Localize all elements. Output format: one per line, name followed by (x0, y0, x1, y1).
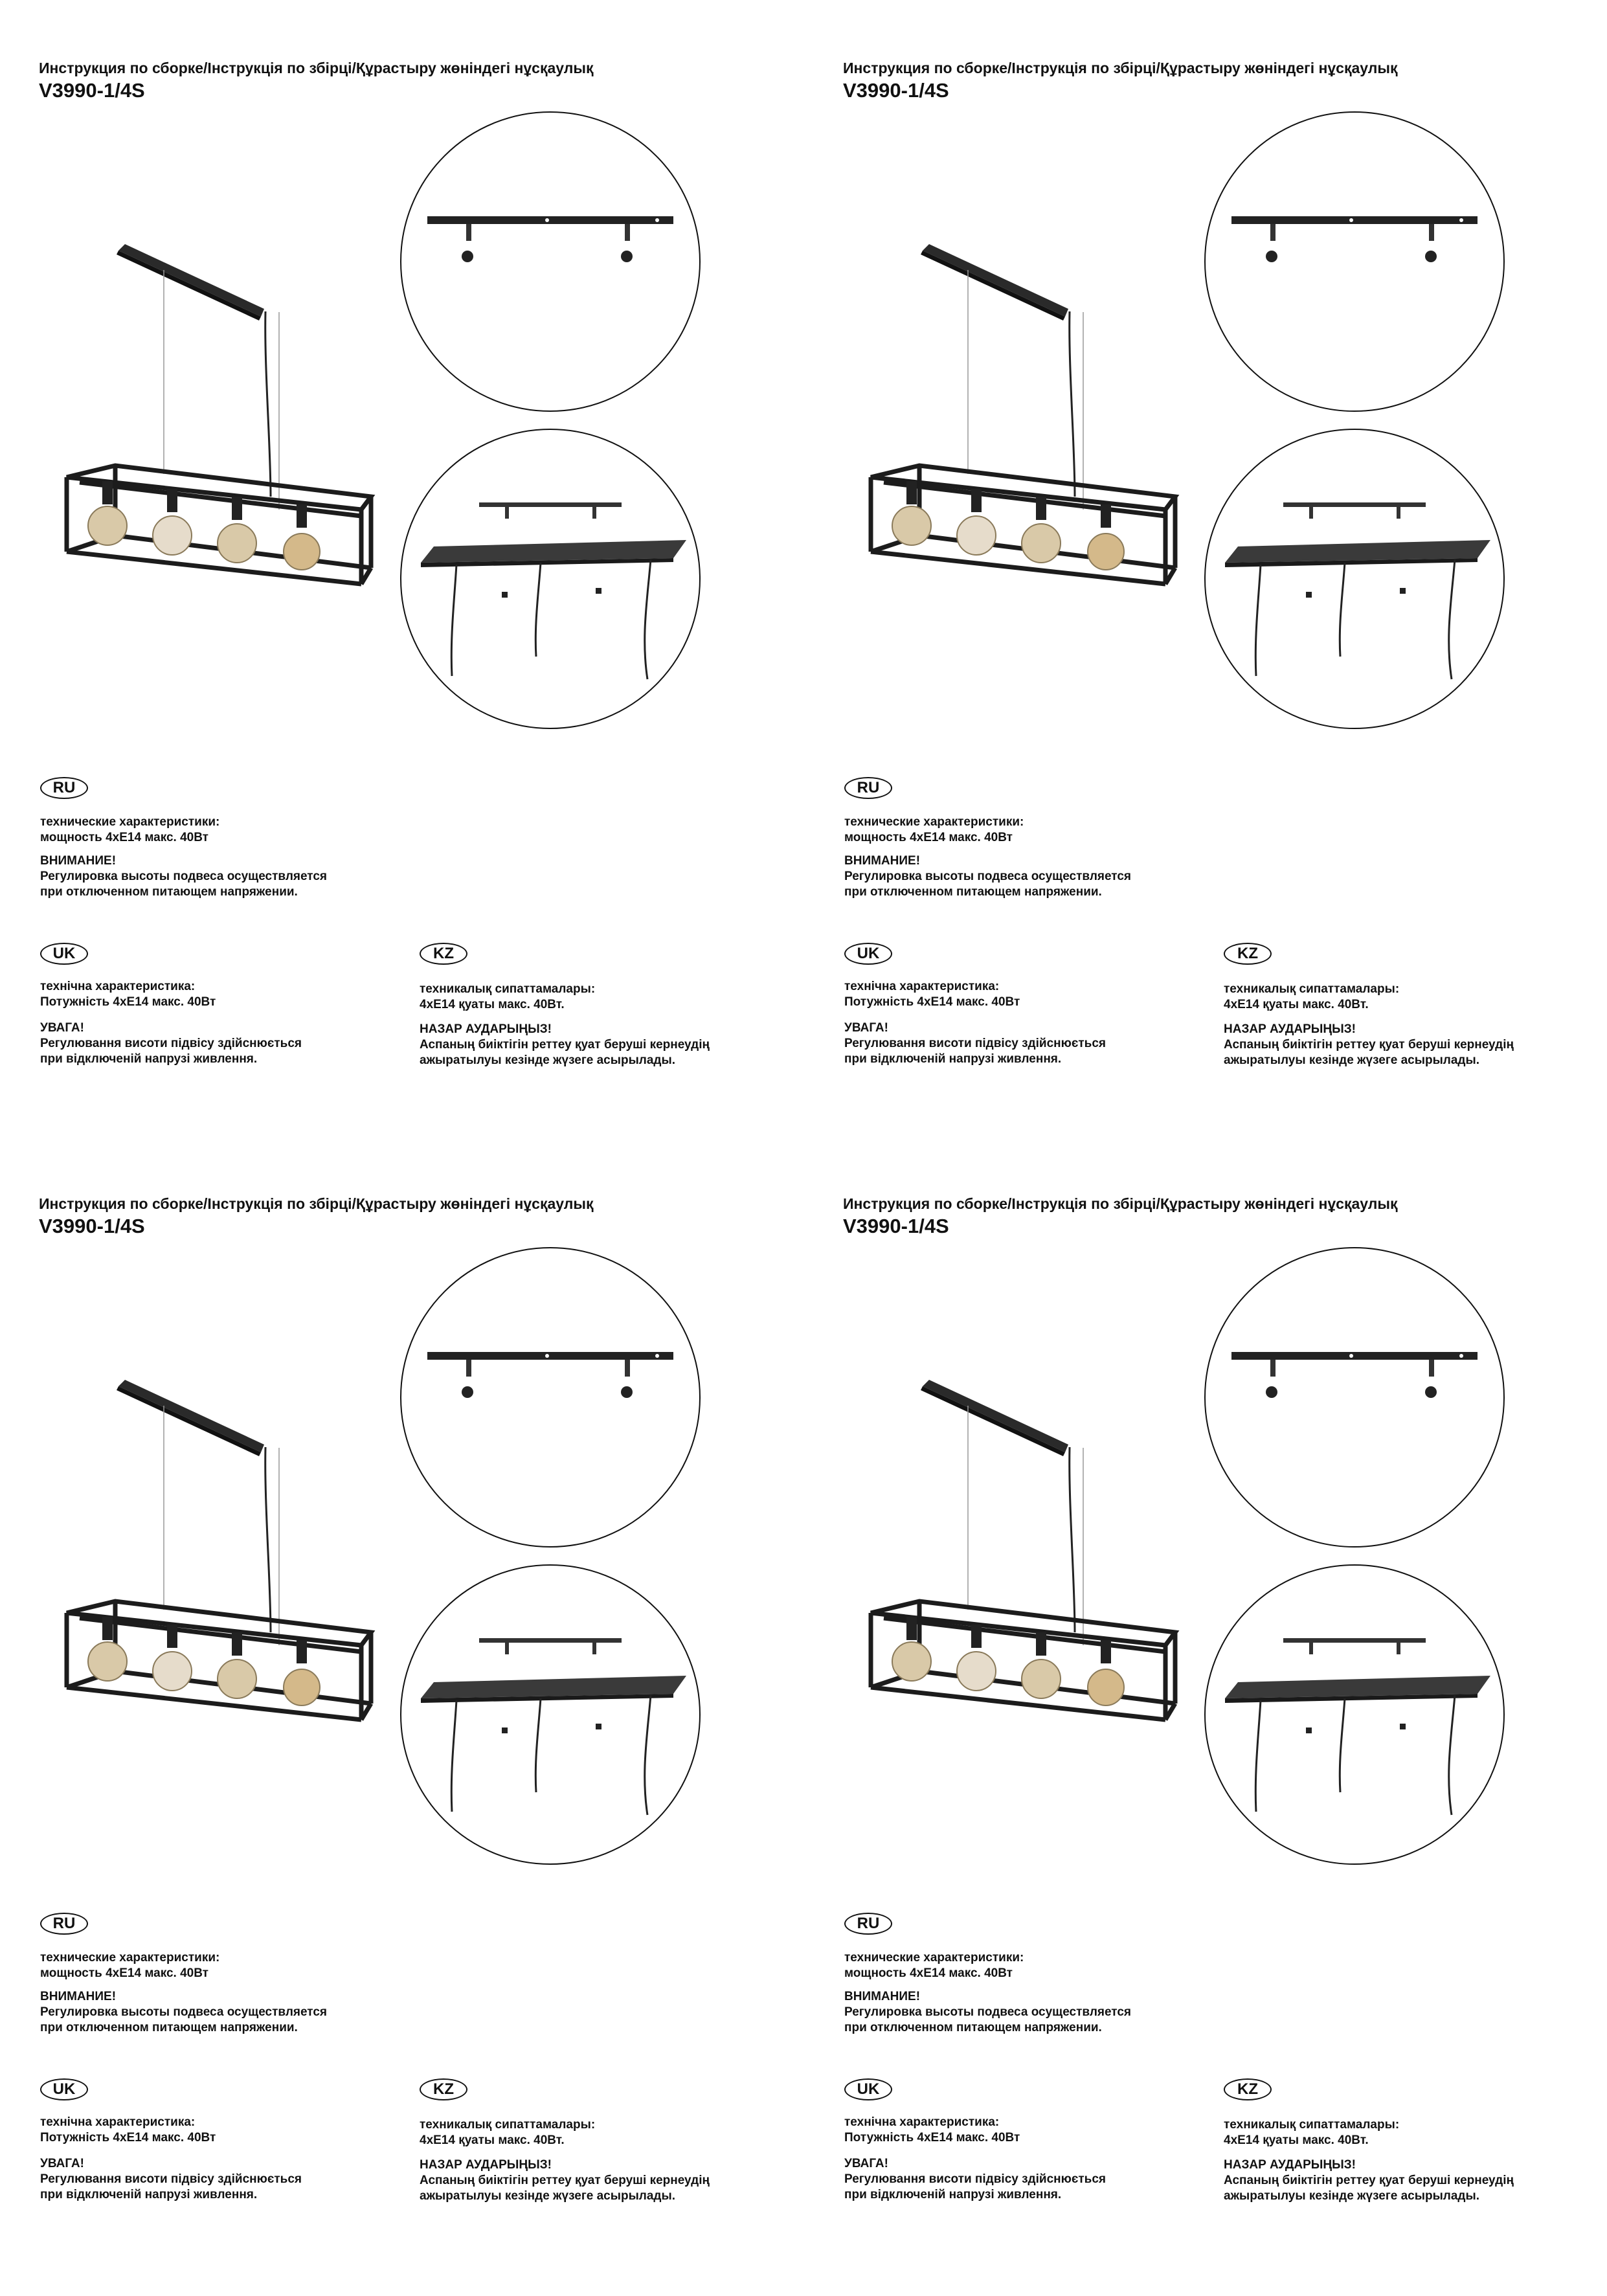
language-badge-ru: RU (844, 1913, 892, 1935)
kz-specs (1224, 982, 1399, 1013)
panel-bottom-left (38, 1195, 802, 2296)
ru-warning-heading: ВНИМАНИЕ! (40, 1990, 117, 2003)
pendant-lamp-illustration (842, 1309, 1214, 1762)
canopy-assembly-detail (400, 429, 701, 729)
kz-warning (1224, 1022, 1514, 1068)
ru-warning-heading: ВНИМАНИЕ! (40, 854, 117, 868)
kz-warning-line: ажыратылуы кезінде жүзеге асырылады. (420, 2189, 675, 2203)
uk-specs (40, 2115, 216, 2146)
ru-spec-heading: технические характеристики: (844, 1951, 1024, 1964)
canopy-assembly-detail (1204, 429, 1505, 729)
ru-warning-line: Регулировка высоты подвеса осуществляется (40, 2005, 328, 2019)
kz-warning-line: Аспаның биіктігін реттеу қуат беруші кернеудің (1224, 2174, 1514, 2187)
uk-warning (40, 2156, 302, 2203)
mounting-bracket-detail (400, 111, 701, 412)
uk-warning-line: Регулювання висоти підвісу здійснюється (40, 2172, 302, 2186)
kz-warning (420, 2157, 710, 2204)
uk-spec-value: Потужність 4хЕ14 макс. 40Вт (844, 995, 1020, 1009)
kz-warning (1224, 2157, 1514, 2204)
uk-specs (844, 2115, 1020, 2146)
uk-warning-heading: УВАГА! (844, 1021, 888, 1035)
kz-spec-value: 4хЕ14 қуаты макс. 40Вт. (1224, 998, 1369, 1011)
ru-warning-heading: ВНИМАНИЕ! (844, 1990, 921, 2003)
uk-warning-line: Регулювання висоти підвісу здійснюється (844, 2172, 1106, 2186)
uk-specs (40, 979, 216, 1010)
uk-warning (40, 1020, 302, 1067)
pendant-lamp-illustration (38, 1309, 410, 1762)
kz-warning-line: Аспаның биіктігін реттеу қуат беруші кернеудің (420, 1038, 710, 1052)
kz-warning-line: ажыратылуы кезінде жүзеге асырылады. (1224, 1053, 1479, 1067)
kz-spec-value: 4хЕ14 қуаты макс. 40Вт. (420, 998, 565, 1011)
ru-spec-value: мощность 4хЕ14 макс. 40Вт (844, 831, 1013, 844)
ru-spec-value: мощность 4хЕ14 макс. 40Вт (844, 1966, 1013, 1980)
uk-specs (844, 979, 1020, 1010)
language-badge-uk: UK (844, 2078, 892, 2100)
language-badge-ru: RU (844, 777, 892, 799)
uk-spec-value: Потужність 4хЕ14 макс. 40Вт (40, 995, 216, 1009)
document-title: Инструкция по сборке/Інструкція по збірці/Құрастыру жөніндегі нұсқаулық (843, 1195, 1398, 1212)
uk-warning-line: при відключеній напрузі живлення. (844, 1052, 1062, 1066)
kz-spec-value: 4хЕ14 қуаты макс. 40Вт. (1224, 2133, 1369, 2147)
ru-warning-heading: ВНИМАНИЕ! (844, 854, 921, 868)
kz-specs (420, 2117, 595, 2148)
uk-warning-line: Регулювання висоти підвісу здійснюється (40, 1037, 302, 1050)
kz-warning-line: ажыратылуы кезінде жүзеге асырылады. (420, 1053, 675, 1067)
ru-spec-value: мощность 4хЕ14 макс. 40Вт (40, 831, 208, 844)
model-number: V3990-1/4S (39, 1215, 145, 1237)
language-badge-uk: UK (40, 2078, 88, 2100)
uk-warning (844, 2156, 1106, 2203)
uk-warning-heading: УВАГА! (40, 2157, 84, 2170)
uk-warning-heading: УВАГА! (844, 2157, 888, 2170)
kz-warning-heading: НАЗАР АУДАРЫҢЫЗ! (1224, 1022, 1356, 1036)
ru-warning-line: при отключенном питающем напряжении. (40, 2021, 298, 2034)
ru-spec-value: мощность 4хЕ14 макс. 40Вт (40, 1966, 208, 1980)
kz-spec-heading: техникалық сипаттамалары: (420, 2118, 596, 2132)
model-number: V3990-1/4S (843, 79, 949, 102)
uk-spec-heading: технічна характеристика: (40, 2115, 196, 2129)
kz-warning-line: Аспаның биіктігін реттеу қуат беруші кернеудің (420, 2174, 710, 2187)
uk-spec-value: Потужність 4хЕ14 макс. 40Вт (40, 2131, 216, 2144)
ru-warning (844, 1989, 1131, 2036)
language-badge-uk: UK (40, 943, 88, 965)
kz-warning (420, 1022, 710, 1068)
language-badge-ru: RU (40, 777, 88, 799)
ru-warning (40, 853, 327, 900)
ru-spec-heading: технические характеристики: (844, 815, 1024, 829)
language-badge-kz: KZ (1224, 2078, 1272, 2100)
pendant-lamp-illustration (38, 173, 410, 626)
ru-warning-line: при отключенном питающем напряжении. (844, 2021, 1102, 2034)
uk-spec-heading: технічна характеристика: (844, 2115, 1000, 2129)
ru-warning-line: Регулировка высоты подвеса осуществляется (844, 870, 1132, 883)
ru-warning (40, 1989, 327, 2036)
kz-spec-heading: техникалық сипаттамалары: (1224, 982, 1400, 996)
ru-warning-line: Регулировка высоты подвеса осуществляется (844, 2005, 1132, 2019)
pendant-lamp-illustration (842, 173, 1214, 626)
ru-warning-line: при отключенном питающем напряжении. (40, 885, 298, 899)
kz-warning-heading: НАЗАР АУДАРЫҢЫЗ! (420, 2158, 552, 2172)
document-title: Инструкция по сборке/Інструкція по збірці/Құрастыру жөніндегі нұсқаулық (843, 60, 1398, 76)
canopy-assembly-detail (400, 1564, 701, 1865)
ru-specs (844, 815, 1024, 846)
language-badge-uk: UK (844, 943, 892, 965)
panel-bottom-right (842, 1195, 1606, 2296)
ru-spec-heading: технические характеристики: (40, 815, 220, 829)
document-title: Инструкция по сборке/Інструкція по збірці/Құрастыру жөніндегі нұсқаулық (39, 1195, 594, 1212)
mounting-bracket-detail (1204, 1247, 1505, 1548)
kz-warning-line: ажыратылуы кезінде жүзеге асырылады. (1224, 2189, 1479, 2203)
kz-spec-heading: техникалық сипаттамалары: (420, 982, 596, 996)
document-title: Инструкция по сборке/Інструкція по збірці/Құрастыру жөніндегі нұсқаулық (39, 60, 594, 76)
ru-specs (844, 1950, 1024, 1981)
ru-warning (844, 853, 1131, 900)
uk-spec-value: Потужність 4хЕ14 макс. 40Вт (844, 2131, 1020, 2144)
kz-warning-line: Аспаның биіктігін реттеу қуат беруші кернеудің (1224, 1038, 1514, 1052)
kz-spec-heading: техникалық сипаттамалары: (1224, 2118, 1400, 2132)
language-badge-kz: KZ (420, 943, 467, 965)
kz-specs (1224, 2117, 1399, 2148)
uk-warning (844, 1020, 1106, 1067)
mounting-bracket-detail (1204, 111, 1505, 412)
mounting-bracket-detail (400, 1247, 701, 1548)
language-badge-kz: KZ (1224, 943, 1272, 965)
uk-spec-heading: технічна характеристика: (40, 980, 196, 993)
language-badge-kz: KZ (420, 2078, 467, 2100)
panel-top-left (38, 60, 802, 1160)
uk-warning-line: Регулювання висоти підвісу здійснюється (844, 1037, 1106, 1050)
language-badge-ru: RU (40, 1913, 88, 1935)
canopy-assembly-detail (1204, 1564, 1505, 1865)
kz-warning-heading: НАЗАР АУДАРЫҢЫЗ! (1224, 2158, 1356, 2172)
ru-specs (40, 1950, 219, 1981)
ru-spec-heading: технические характеристики: (40, 1951, 220, 1964)
ru-warning-line: при отключенном питающем напряжении. (844, 885, 1102, 899)
uk-warning-line: при відключеній напрузі живлення. (40, 2188, 258, 2201)
uk-spec-heading: технічна характеристика: (844, 980, 1000, 993)
model-number: V3990-1/4S (843, 1215, 949, 1237)
kz-spec-value: 4хЕ14 қуаты макс. 40Вт. (420, 2133, 565, 2147)
uk-warning-heading: УВАГА! (40, 1021, 84, 1035)
model-number: V3990-1/4S (39, 79, 145, 102)
kz-specs (420, 982, 595, 1013)
panel-top-right (842, 60, 1606, 1160)
ru-specs (40, 815, 219, 846)
uk-warning-line: при відключеній напрузі живлення. (844, 2188, 1062, 2201)
ru-warning-line: Регулировка высоты подвеса осуществляется (40, 870, 328, 883)
kz-warning-heading: НАЗАР АУДАРЫҢЫЗ! (420, 1022, 552, 1036)
uk-warning-line: при відключеній напрузі живлення. (40, 1052, 258, 1066)
